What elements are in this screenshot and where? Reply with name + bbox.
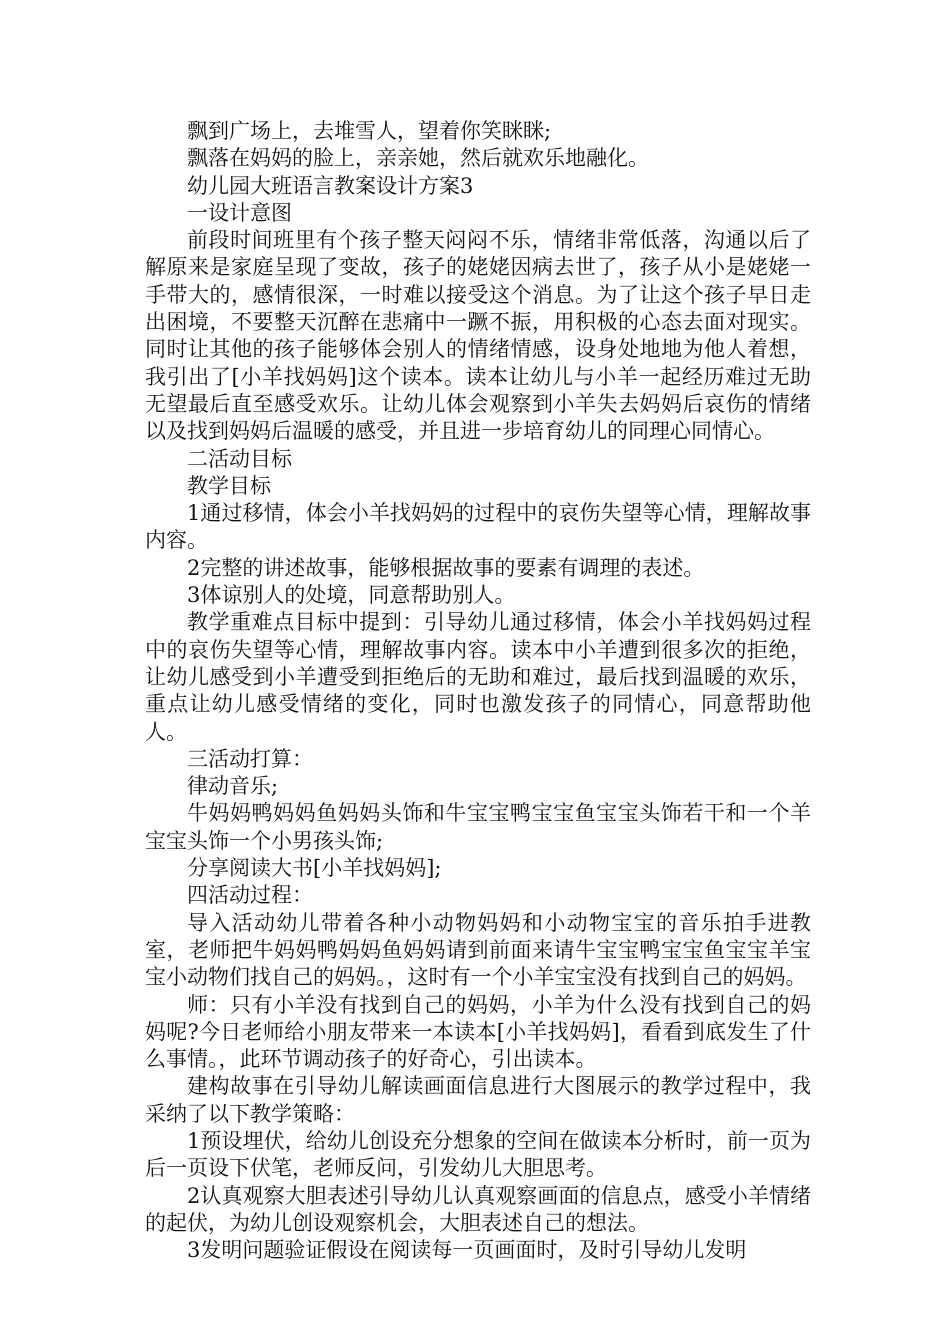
- list-item: 3体谅别人的处境，同意帮助别人。: [187, 583, 516, 608]
- heading-activity-goals: 二活动目标: [187, 446, 292, 471]
- paragraph: 导入活动幼儿带着各种小动物妈妈和小动物宝宝的音乐拍手进教室，老师把牛妈妈鸭妈妈鱼妈妈请到前面来请牛宝宝鸭宝宝鱼宝宝羊宝宝小动物们找自己的妈妈。，这时有一个小羊宝宝没有找到自己的妈妈。: [145, 910, 811, 990]
- heading-activity-plan: 三活动打算：: [187, 746, 313, 771]
- list-item: 牛妈妈鸭妈妈鱼妈妈头饰和牛宝宝鸭宝宝鱼宝宝头饰若干和一个羊宝宝头饰一个小男孩头饰;: [145, 801, 811, 853]
- paragraph: 飘到广场上，去堆雪人，望着你笑眯眯;: [187, 119, 552, 143]
- section-title: 幼儿园大班语言教案设计方案3: [187, 173, 474, 198]
- paragraph: 师：只有小羊没有找到自己的妈妈，小羊为什么没有找到自己的妈妈呢?今日老师给小朋友带来一本读本[小羊找妈妈]，看看到底发生了什么事情。，此环节调动孩子的好奇心，引出读本。: [145, 992, 811, 1072]
- list-item: 1预设埋伏，给幼儿创设充分想象的空间在做读本分析时，前一页为后一页设下伏笔，老师反问，引发幼儿大胆思考。: [145, 1128, 811, 1181]
- paragraph: 前段时间班里有个孩子整天闷闷不乐，情绪非常低落，沟通以后了解原来是家庭呈现了变故，孩子的姥姥因病去世了，孩子从小是姥姥一手带大的，感情很深，一时难以接受这个消息。为了让这个孩子早日走出困境，不要整天沉醉在悲痛中一蹶不振，用积极的心态去面对现实。同时让其他的孩子能够体会别人的情绪情感，设身处地地为他人着想，我引出了[小羊找妈妈]这个读本。读本让幼儿与小羊一起经历难过无助无望最后直至感受欢乐。让幼儿体会观察到小羊失去妈妈后哀伤的情绪以及找到妈妈后温暖的感受，并且进一步培育幼儿的同理心同情心。: [145, 228, 811, 444]
- list-item: 2完整的讲述故事，能够根据故事的要素有调理的表述。: [187, 555, 705, 580]
- paragraph: 教学重难点目标中提到：引导幼儿通过移情，体会小羊找妈妈过程中的哀伤失望等心情，理解故事内容。读本中小羊遭到很多次的拒绝，让幼儿感受到小羊遭受到拒绝后的无助和难过，最后找到温暖的欢乐，重点让幼儿感受情绪的变化，同时也激发孩子的同情心，同意帮助他人。: [145, 610, 811, 744]
- list-item: 3发明问题验证假设在阅读每一页画面时，及时引导幼儿发明: [187, 1238, 747, 1263]
- paragraph: 建构故事在引导幼儿解读画面信息进行大图展示的教学过程中，我采纳了以下教学策略：: [145, 1074, 811, 1126]
- document-body: [145, 118, 811, 1264]
- list-item: 2认真观察大胆表述引导幼儿认真观察画面的信息点，感受小羊情绪的起伏，为幼儿创设观察机会，大胆表述自己的想法。: [145, 1183, 811, 1235]
- heading-design-intent: 一设计意图: [187, 200, 292, 225]
- list-item: 律动音乐;: [187, 774, 279, 799]
- paragraph: 飘落在妈妈的脸上，亲亲她，然后就欢乐地融化。: [187, 146, 649, 171]
- list-item: 分享阅读大书[小羊找妈妈];: [187, 856, 442, 881]
- list-item: 1通过移情，体会小羊找妈妈的过程中的哀伤失望等心情，理解故事内容。: [145, 501, 811, 553]
- heading-activity-process: 四活动过程：: [187, 883, 313, 908]
- heading-teaching-goals: 教学目标: [187, 473, 271, 498]
